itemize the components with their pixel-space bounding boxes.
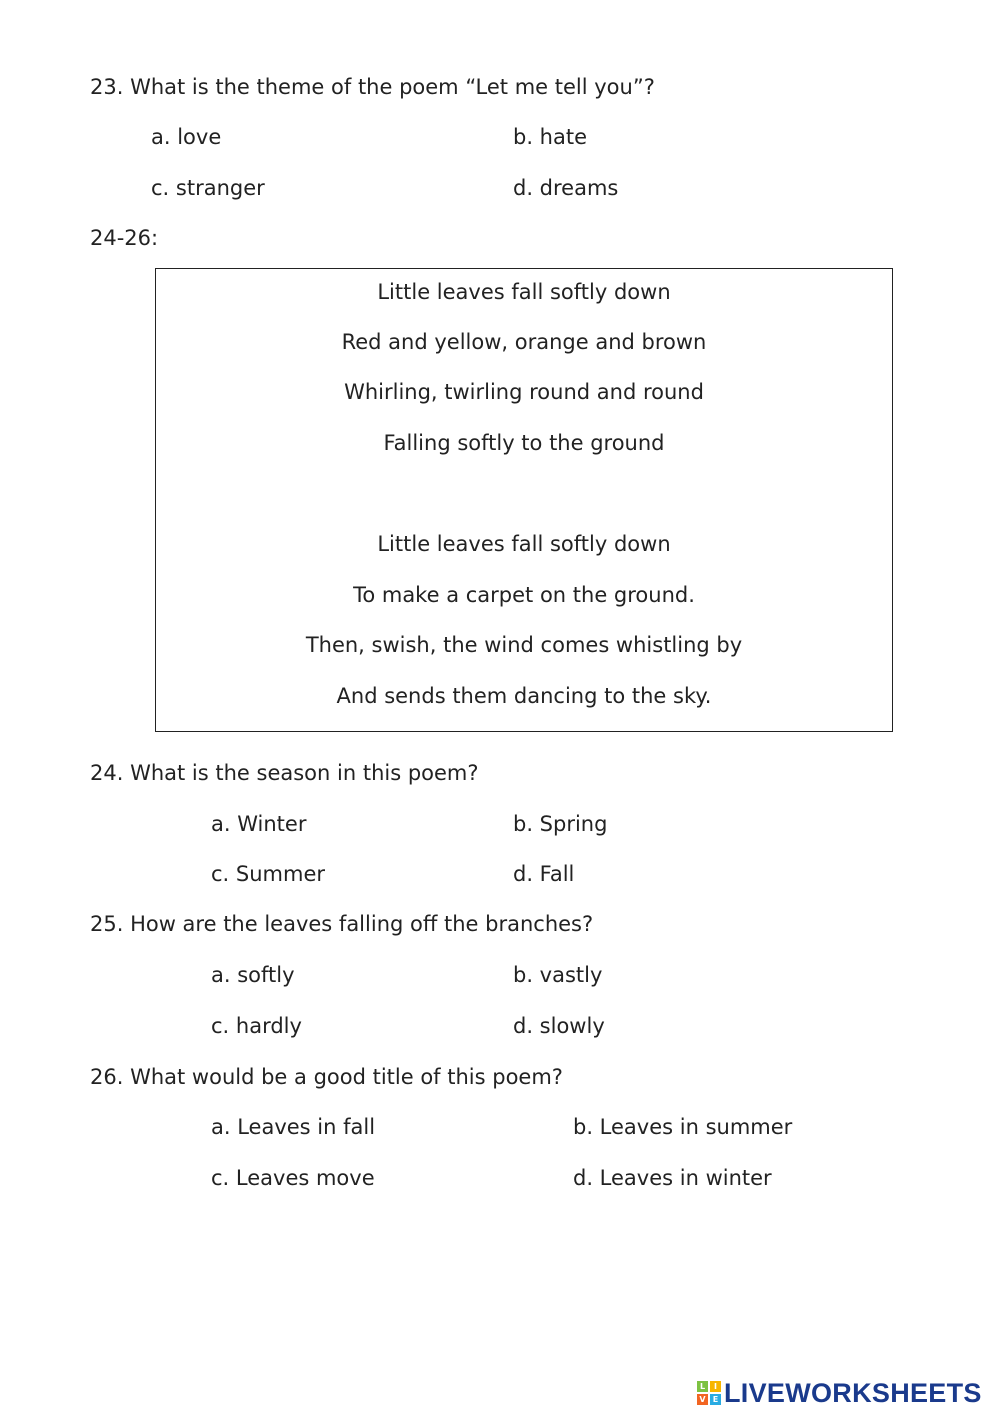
q25-option-c[interactable]: c. hardly — [211, 1014, 302, 1038]
q26-option-b[interactable]: b. Leaves in summer — [573, 1115, 793, 1139]
q23-option-b[interactable]: b. hate — [513, 125, 588, 149]
poem-box — [155, 268, 893, 732]
q24-option-a[interactable]: a. Winter — [211, 812, 307, 836]
q25-option-b[interactable]: b. vastly — [513, 963, 603, 987]
q24-option-b[interactable]: b. Spring — [513, 812, 608, 836]
poem-line: Little leaves fall softly down — [377, 532, 671, 556]
q23-option-d[interactable]: d. dreams — [513, 176, 619, 200]
question-24: 24. What is the season in this poem? — [90, 761, 479, 785]
logo-mark-tile: E — [710, 1394, 721, 1405]
q23-option-c[interactable]: c. stranger — [151, 176, 265, 200]
q26-option-a[interactable]: a. Leaves in fall — [211, 1115, 376, 1139]
q25-option-a[interactable]: a. softly — [211, 963, 295, 987]
q23-option-a[interactable]: a. love — [151, 125, 222, 149]
question-25: 25. How are the leaves falling off the branches? — [90, 912, 594, 936]
poem-line: And sends them dancing to the sky. — [336, 684, 712, 708]
logo-mark-icon — [697, 1381, 721, 1405]
q26-option-d[interactable]: d. Leaves in winter — [573, 1166, 772, 1190]
q24-option-d[interactable]: d. Fall — [513, 862, 575, 886]
poem-line: Falling softly to the ground — [383, 431, 665, 455]
poem-line: Then, swish, the wind comes whistling by — [305, 633, 743, 657]
poem-line: Red and yellow, orange and brown — [341, 330, 707, 354]
poem-line: Whirling, twirling round and round — [344, 380, 704, 404]
questions-range-label: 24-26: — [90, 226, 159, 250]
logo-mark-tile: V — [697, 1394, 708, 1405]
logo-text: LIVEWORKSHEETS — [724, 1377, 982, 1408]
q25-option-d[interactable]: d. slowly — [513, 1014, 605, 1038]
question-26: 26. What would be a good title of this poem? — [90, 1065, 563, 1089]
liveworksheets-logo — [697, 1378, 982, 1408]
logo-mark-tile: I — [710, 1381, 721, 1392]
logo-mark-tile: L — [697, 1381, 708, 1392]
q24-option-c[interactable]: c. Summer — [211, 862, 326, 886]
poem-line: To make a carpet on the ground. — [353, 583, 695, 607]
poem-line: Little leaves fall softly down — [377, 280, 671, 304]
question-23: 23. What is the theme of the poem “Let me tell you”? — [90, 75, 655, 99]
q26-option-c[interactable]: c. Leaves move — [211, 1166, 375, 1190]
